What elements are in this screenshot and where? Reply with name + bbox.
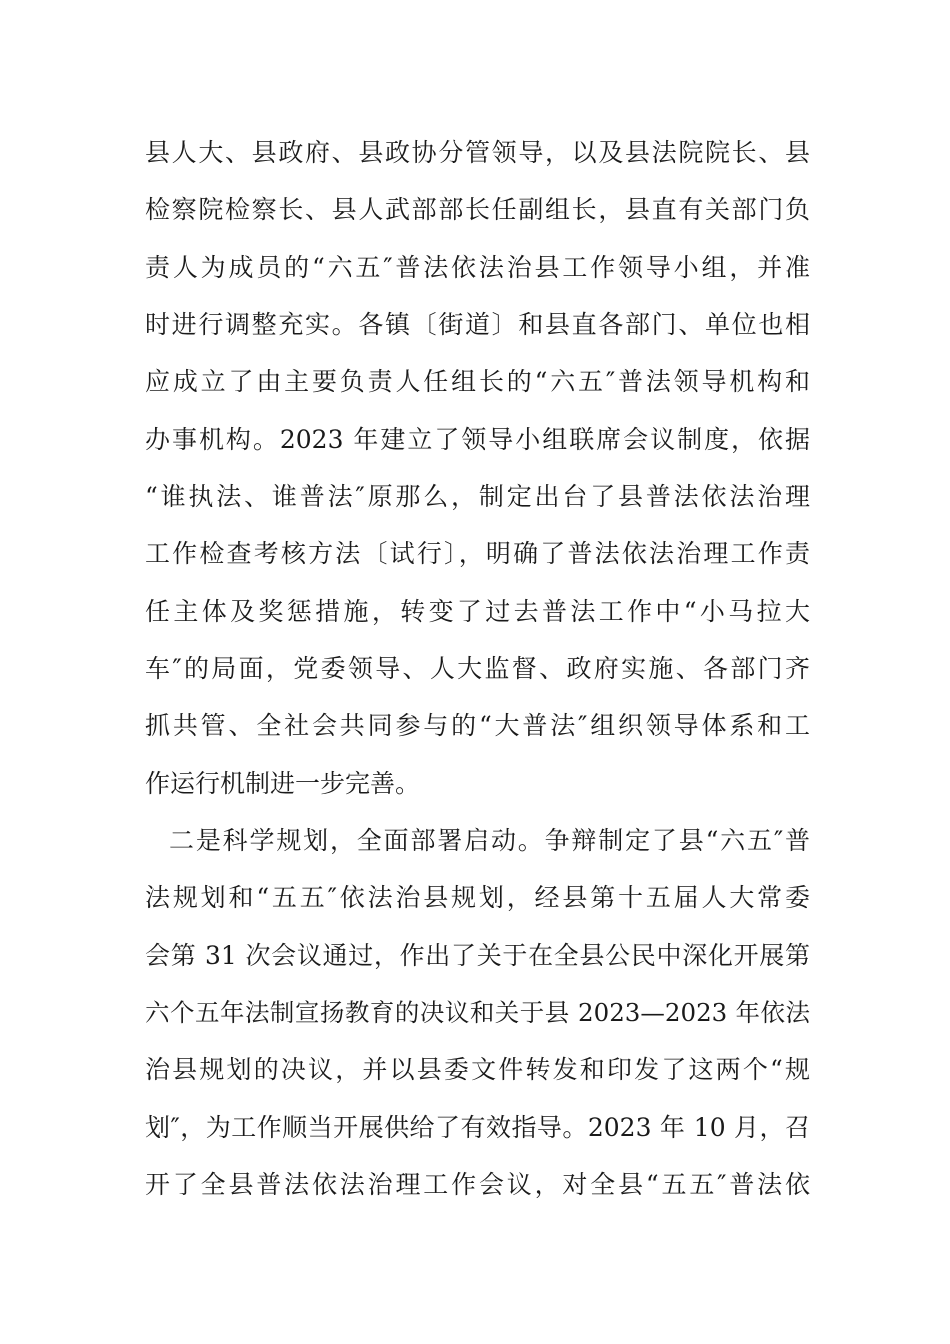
text-line: 任主体及奖惩措施，转变了过去普法工作中“小马拉大 xyxy=(145,596,810,626)
text-line: 责人为成员的“六五″普法依法治县工作领导小组，并准 xyxy=(145,252,810,282)
text-line: 检察院检察长、县人武部部长任副组长，县直有关部门负 xyxy=(145,195,810,225)
text-line: “谁执法、谁普法″原那么，制定出台了县普法依法治理 xyxy=(145,481,810,511)
text-line: 治县规划的决议，并以县委文件转发和印发了这两个“规 xyxy=(145,1055,810,1085)
text-line: 法规划和“五五″依法治县规划，经县第十五届人大常委 xyxy=(145,883,810,913)
text-line: 作运行机制进一步完善。 xyxy=(145,768,421,798)
paragraph-scientific-planning xyxy=(145,816,810,1217)
text-line: 二是科学规划，全面部署启动。争辩制定了县“六五″普 xyxy=(169,826,810,855)
text-line: 应成立了由主要负责人任组长的“六五″普法领导机构和 xyxy=(145,367,810,397)
text-line: 时进行调整充实。各镇〔街道〕和县直各部门、单位也相 xyxy=(145,309,810,339)
text-line: 车″的局面，党委领导、人大监督、政府实施、各部门齐 xyxy=(145,653,810,683)
text-line: 划″，为工作顺当开展供给了有效指导。2023 年 10 月，召 xyxy=(145,1112,810,1142)
text-line: 会第 31 次会议通过，作出了关于在全县公民中深化开展第 xyxy=(145,940,810,970)
text-line: 县人大、县政府、县政协分管领导，以及县法院院长、县 xyxy=(145,138,810,167)
text-line: 六个五年法制宣扬教育的决议和关于县 2023—2023 年依法 xyxy=(145,997,810,1027)
text-line: 开了全县普法依法治理工作会议，对全县“五五″普法依 xyxy=(145,1169,810,1199)
text-line: 抓共管、全社会共同参与的“大普法″组织领导体系和工 xyxy=(145,711,810,741)
text-line: 工作检查考核方法〔试行〕，明确了普法依法治理工作责 xyxy=(145,539,810,569)
paragraph-leadership-structure xyxy=(145,128,810,816)
text-line: 办事机构。2023 年建立了领导小组联席会议制度，依据 xyxy=(145,424,810,454)
